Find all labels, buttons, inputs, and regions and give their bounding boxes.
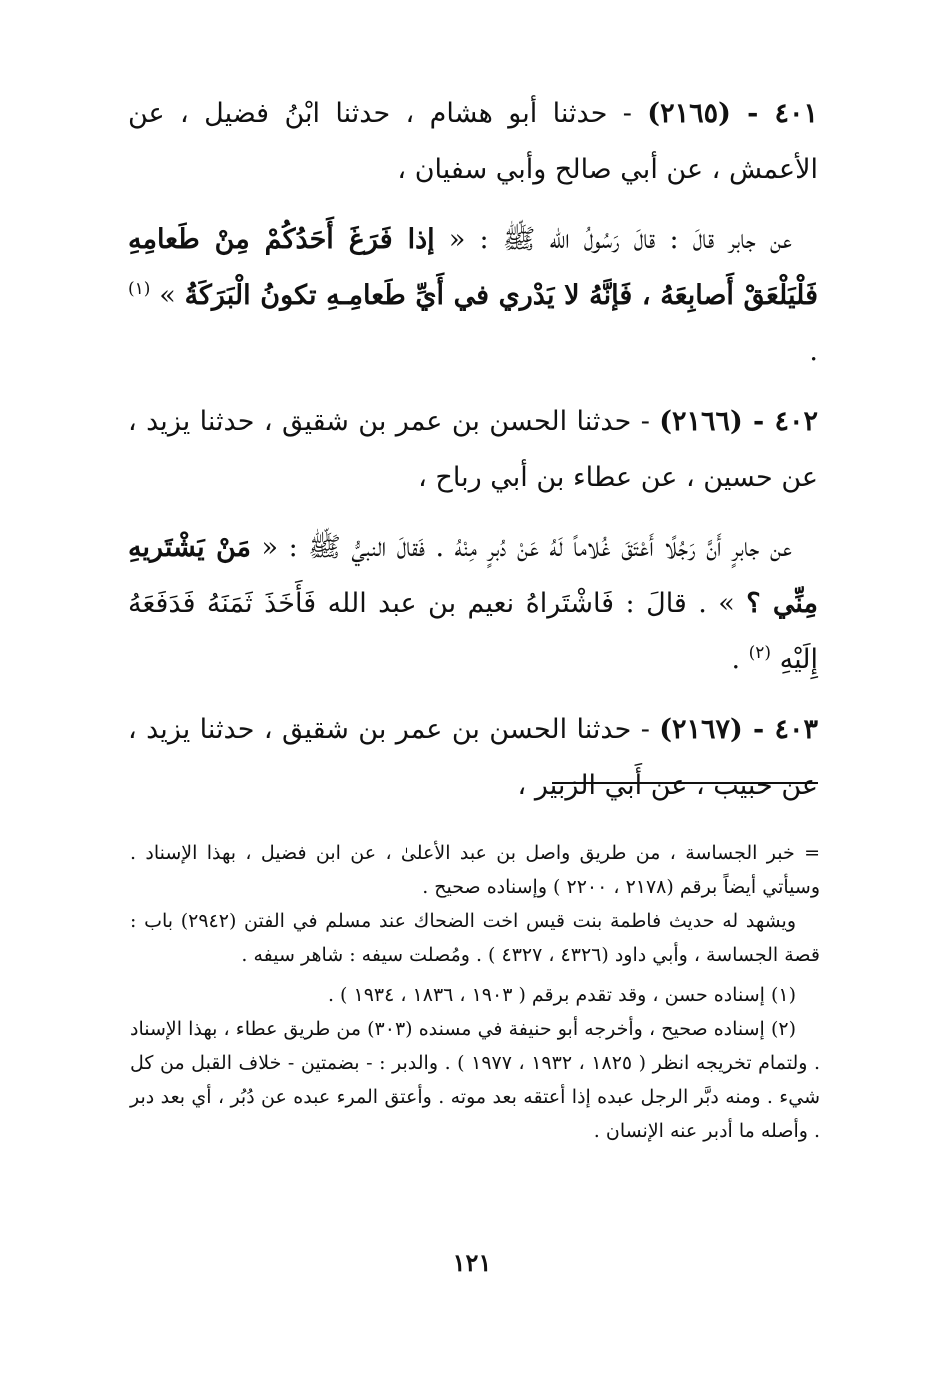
footnote-2: (٢) إسناده صحيح ، وأخرجه أبو حنيفة في مسنده (٣٠٣) من طريق عطاء ، بهذا الإسناد . ولتمام تخريجه انظر ( ١٨٢٥ ، ١٩٣٢ ، ١٩٧٧ ) . والدبر : - بضمتين - خلاف القبل من كل شيء . ومنه دبَّر الرجل عبده إذا أعتقه بعد موته . وأعتق المرء عبده عن دُبُر ، أي بعد دبر . وأصله ما أدبر عنه الإنسان . [130, 1018, 821, 1142]
matn-end: » . قالَ : فَاشْتَراهُ نعيم بن عبد الله فَأَخَذَ ثَمَنَهُ فَدَفَعَهُ إِلَيْهِ [128, 588, 818, 675]
footnote-ref: (٢) [748, 643, 772, 663]
matn-tail: . [731, 644, 749, 675]
hadith-chain-text: - حدثنا أبو هشام ، حدثنا ابْنُ فضيل ، عن الأعمش ، عن أبي صالح وأبي سفيان ، [128, 98, 818, 185]
hadith-chain [128, 86, 818, 198]
matn-bold: مَنْ يَشْتَريهِ مِنِّي ؟ [128, 532, 818, 619]
matn-tail: . [809, 336, 818, 367]
hadith-number: ٤٠١ - (٢١٦٥) [647, 98, 818, 129]
hadith-403 [128, 702, 818, 814]
page-number: ١٢١ [452, 1248, 492, 1277]
matn-intro: عن جابر قالَ : قالَ رَسُولُ الله ﷺ : « [434, 224, 792, 255]
hadith-402 [128, 394, 818, 688]
footnote-ref: (١) [128, 279, 151, 299]
matn-intro: عن جابرٍ أَنَّ رَجُلًا أَعْتَقَ غُلاماً لَهُ عَنْ دُبرٍ مِنْهُ . فَقالَ النبيُّ ﷺ : « [251, 532, 792, 563]
hadith-matn [128, 520, 818, 688]
matn-bold: إذا فَرَغَ أَحَدُكُمْ مِنْ طَعامِهِ فَلْيَلْعَقْ أَصابِعَهُ ، فَإنَّهُ لا يَدْري في أَيِّ طَعامِـهِ تكونُ الْبَرَكَةُ [128, 224, 818, 311]
footnotes [130, 836, 820, 1148]
hadith-number: ٤٠٢ - (٢١٦٦) [659, 406, 818, 437]
hadith-chain [128, 702, 818, 814]
footnote-continued: ويشهد له حديث فاطمة بنت قيس اخت الضحاك عند مسلم في الفتن (٢٩٤٢) باب : قصة الجساسة ، وأبي داود (٤٣٢٦ ، ٤٣٢٧ ) . ومُصلت سيفه : شاهر سيفه . [130, 910, 820, 966]
hadith-401 [128, 86, 818, 380]
footnote-separator [552, 782, 818, 784]
hadith-chain-text: - حدثنا الحسن بن عمر بن شقيق ، حدثنا يزيد ، عن حسين ، عن عطاء بن أبي رباح ، [128, 406, 818, 493]
hadith-chain [128, 394, 818, 506]
footnote-continued: = خبر الجساسة ، من طريق واصل بن عبد الأعلىٰ ، عن ابن فضيل ، بهذا الإسناد . وسيأتي أيضاً برقم (٢١٧٨ ، ٢٢٠٠ ) وإسناده صحيح . [130, 842, 820, 898]
hadith-number: ٤٠٣ - (٢١٦٧) [659, 714, 818, 745]
footnote-1: (١) إسناده حسن ، وقد تقدم برقم ( ١٩٠٣ ، ١٨٣٦ ، ١٩٣٤ ) . [327, 984, 796, 1006]
main-text [128, 86, 818, 828]
matn-end: » [150, 280, 185, 311]
hadith-matn [128, 212, 818, 380]
hadith-chain-text: - حدثنا الحسن بن عمر بن شقيق ، حدثنا يزيد ، عن حبيب ، عن أَبي الزبير ، [128, 714, 818, 801]
